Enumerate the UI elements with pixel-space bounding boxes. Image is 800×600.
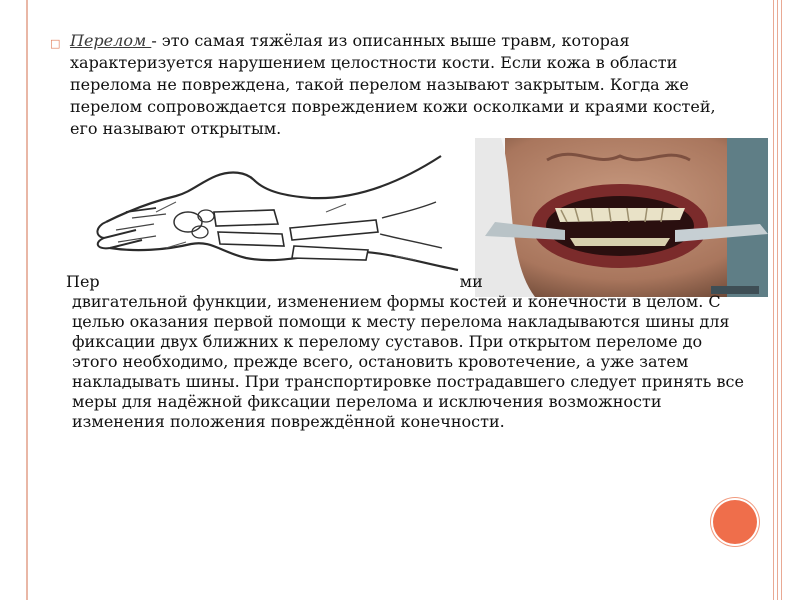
decorative-orange-circle	[713, 500, 757, 544]
paragraph-fracture-definition	[70, 30, 720, 140]
bullet-square-icon: □	[50, 37, 61, 50]
term-fracture: Перелом	[70, 31, 152, 50]
paragraph2-text: двигательной функции, изменением формы костей и конечности в целом. С целью оказания первой помощи к месту перелома накладываются шины для фиксации двух ближних к перелому суставов. При открытом переломе до этого необходимо, прежде всего, остановить кровотечение, а уже затем накладывать шины. При транспортировке пострадавшего следует принять все меры для надёжной фиксации перелома и исключения возможности изменения положения повреждённой конечности.	[72, 292, 744, 431]
frame-left-line	[26, 0, 28, 600]
arm-fracture-illustration	[96, 152, 462, 280]
paragraph1-text: - это самая тяжёлая из описанных выше травм, которая характеризуется нарушением целостности кости. Если кожа в области перелома не повреждена, такой перелом называют закрытым. Когда же перелом сопровождается повреждением кожи осколками и краями костей, его называют открытым.	[70, 31, 716, 138]
paragraph-fracture-first-aid	[66, 272, 746, 432]
frame-right-lines	[773, 0, 785, 600]
paragraph2-line1-end: ми	[459, 272, 483, 291]
paragraph2-line1-start: Пер	[66, 272, 100, 291]
